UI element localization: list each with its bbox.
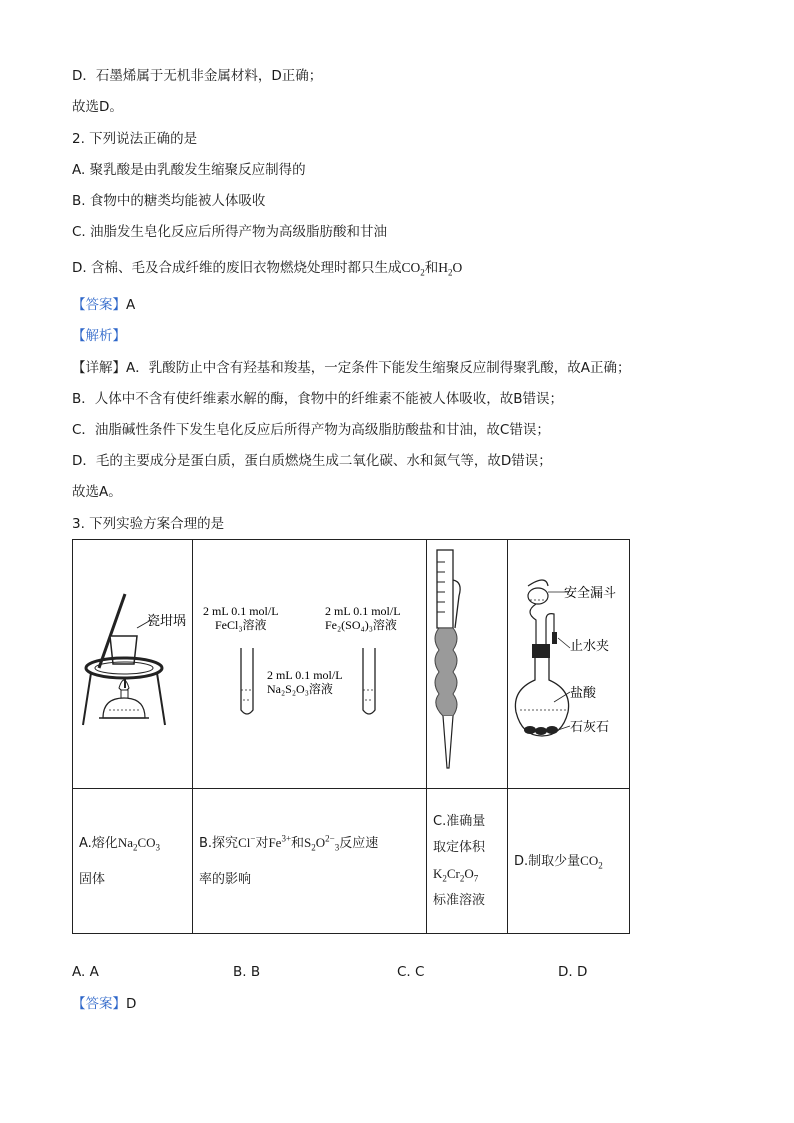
q3-stem: 3. 下列实验方案合理的是 [72, 516, 225, 532]
right-tube-label-1: 2 mL 0.1 mol/L [325, 604, 401, 618]
q2-detail-c: C．油脂碱性条件下发生皂化反应后所得产物为高级脂肪酸盐和甘油，故C错误； [72, 422, 550, 438]
middle-label-1: 2 mL 0.1 mol/L [267, 668, 343, 682]
co2-generator-figure [508, 540, 629, 778]
q3-choice-b: B. B [233, 964, 261, 980]
q2-detail-b: B．人体中不含有使纤维素水解的酶，食物中的纤维素不能被人体吸收，故B错误； [72, 391, 564, 407]
pipette-figure [427, 540, 507, 778]
fig-c-cell [427, 540, 508, 789]
q3-answer: 【答案】D [72, 996, 137, 1012]
q2-option-b: B. 食物中的糖类均能被人体吸收 [72, 193, 266, 209]
q2-conclusion: 故选A。 [72, 484, 122, 500]
prev-option-d: D．石墨烯属于无机非金属材料，D正确； [72, 68, 323, 84]
q3-choice-c: C. C [397, 964, 425, 980]
caption-c: C.准确量 取定体积 $K_2Cr_2O_7$ 标准溶液 [427, 789, 508, 934]
q2-option-a: A. 聚乳酸是由乳酸发生缩聚反应制得的 [72, 162, 306, 178]
crucible-apparatus-figure [73, 540, 192, 778]
q3-table [72, 539, 630, 934]
q2-stem: 2. 下列说法正确的是 [72, 131, 198, 147]
left-tube-label-2: FeCl₃溶液 [215, 618, 267, 632]
caption-d: D.制取少量$CO_2$ [508, 789, 630, 934]
clamp-label: 止水夹 [570, 638, 610, 653]
q2-analysis-label: 【解析】 [72, 328, 126, 344]
q2-option-c: C. 油脂发生皂化反应后所得产物为高级脂肪酸和甘油 [72, 224, 388, 240]
stone-label: 石灰石 [570, 719, 610, 734]
q2-option-d: D. 含棉、毛及合成纤维的废旧衣物燃烧处理时都只生成$CO_2$和$H_2O$ [72, 260, 463, 278]
q2-detail-a: 【详解】A．乳酸防止中含有羟基和羧基，一定条件下能发生缩聚反应制得聚乳酸，故A正确； [72, 360, 631, 376]
caption-b: B.探究Cl−对$Fe^{3+}$和$S_2O^{2-}_3$反应速 率的影响 [193, 789, 427, 934]
q2-answer: 【答案】A [72, 297, 136, 313]
caption-a: A.熔化$Na_2CO_3$ 固体 [73, 789, 193, 934]
middle-label-2: Na₂S₂O₃溶液 [267, 682, 333, 696]
acid-label: 盐酸 [570, 685, 597, 700]
left-tube-label-1: 2 mL 0.1 mol/L [203, 604, 279, 618]
right-tube-label-2: Fe₂(SO₄)₃溶液 [325, 618, 397, 632]
fig-d-cell [508, 540, 630, 789]
crucible-label: 瓷坩埚 [147, 613, 187, 628]
q2-detail-d: D．毛的主要成分是蛋白质，蛋白质燃烧生成二氧化碳、水和氮气等，故D错误； [72, 453, 552, 469]
test-tube-experiment-figure [193, 540, 426, 778]
q3-choice-a: A. A [72, 964, 99, 980]
funnel-label: 安全漏斗 [564, 585, 617, 600]
fig-a-cell [73, 540, 193, 789]
q3-choice-d: D. D [558, 964, 588, 980]
prev-conclusion: 故选D。 [72, 99, 123, 115]
fig-b-cell [193, 540, 427, 789]
